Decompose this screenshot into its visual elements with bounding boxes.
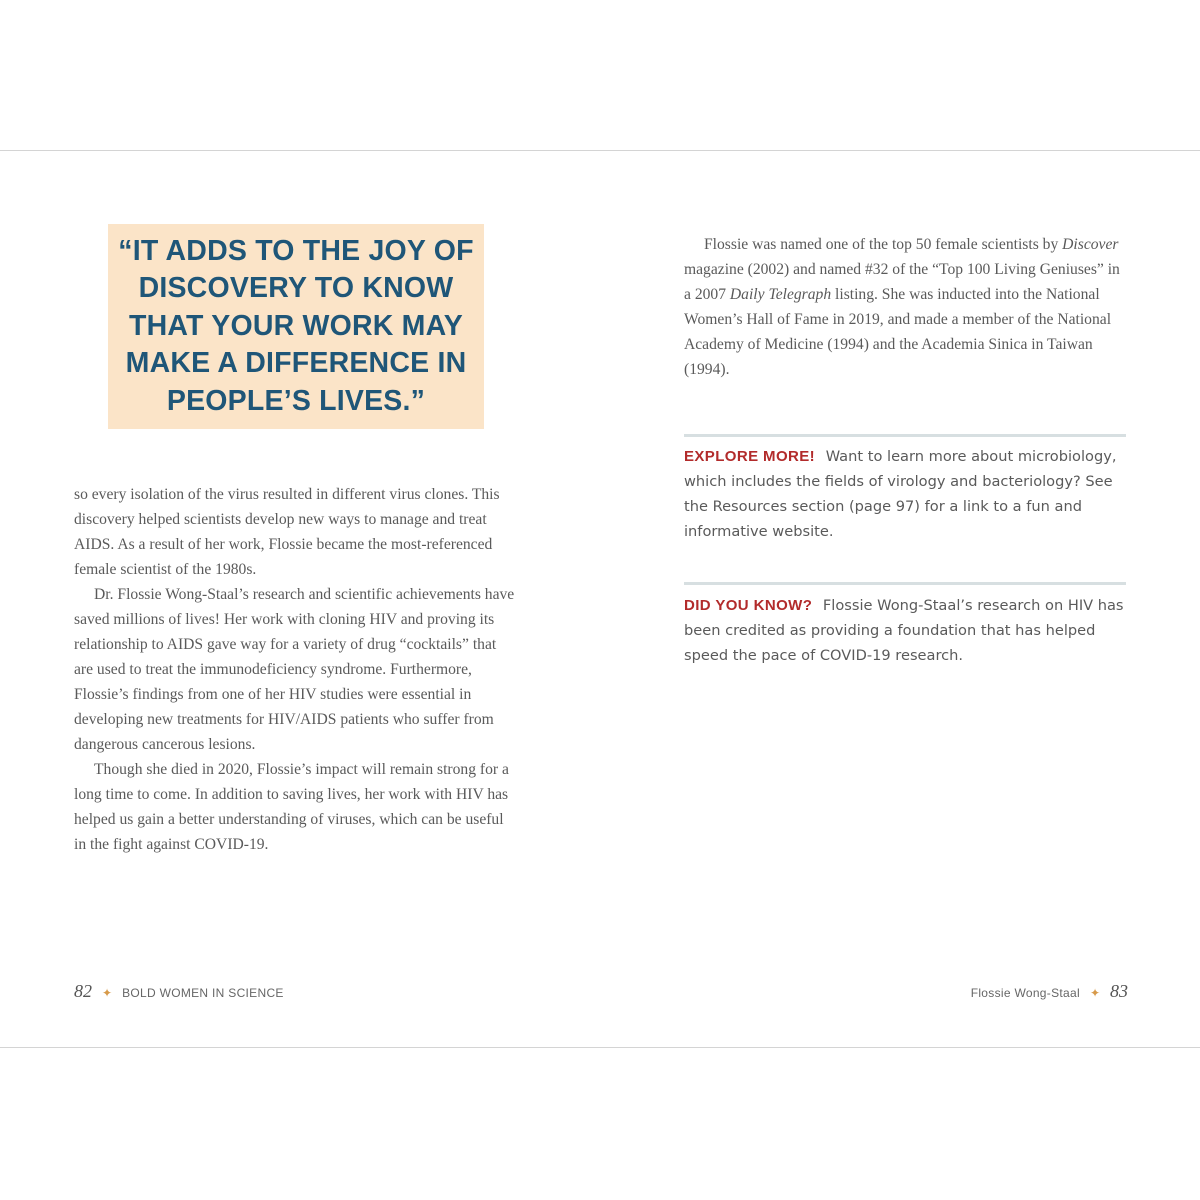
running-head: Flossie Wong-Staal: [970, 986, 1080, 1000]
sidebar-divider: [684, 434, 1126, 437]
right-page-footer: [971, 981, 1128, 1002]
pull-quote-line: DISCOVERY TO KNOW: [138, 272, 454, 305]
text-run: magazine (2002) and named #32 of the “Top 100 Living Geniuses” in a 2007: [684, 261, 1120, 303]
body-paragraph: Though she died in 2020, Flossie’s impact will remain strong for a long time to come. In addition to saving lives, her work with HIV has helped us gain a better understanding of viruses, which can be useful in the fight against COVID-19.: [74, 761, 509, 853]
sidebar-heading: EXPLORE MORE!: [684, 448, 816, 465]
right-page-body: [684, 232, 1129, 382]
ornament-icon: ✦: [1089, 986, 1100, 1000]
sidebar-text: Flossie Wong-Staal’s research on HIV has been credited as providing a foundation that has helped speed the pace of COVID-19 research.: [684, 597, 1124, 664]
text-run: Flossie was named one of the top 50 female scientists by: [704, 236, 1063, 253]
body-paragraph: [684, 232, 1129, 382]
pull-quote-line: MAKE A DIFFERENCE IN: [125, 347, 467, 380]
publication-title: Discover: [1062, 236, 1119, 253]
body-paragraph: so every isolation of the virus resulted in different virus clones. This discovery helped scientists develop new ways to manage and treat AIDS. As a result of her work, Flossie became the most-referenced female scientist of the 1980s.: [74, 486, 500, 578]
explore-more-sidebar: [684, 444, 1129, 544]
book-spread: [0, 150, 1200, 1048]
pull-quote-line: THAT YOUR WORK MAY: [128, 309, 463, 342]
page-number: 82: [74, 981, 92, 1001]
running-head: BOLD WOMEN IN SCIENCE: [122, 986, 284, 1000]
publication-title: Daily Telegraph: [729, 286, 832, 303]
text-run: listing. She was inducted into the National Women’s Hall of Fame in 2019, and made a member of the National Academy of Medicine (1994) and the Academia Sinica in Taiwan (1994).: [684, 286, 1112, 378]
pull-quote-line: “IT ADDS TO THE JOY OF: [118, 234, 474, 267]
pull-quote-line: PEOPLE’S LIVES.”: [166, 384, 426, 417]
left-page-footer: [74, 981, 284, 1002]
ornament-icon: ✦: [102, 986, 113, 1000]
pull-quote-box: [108, 224, 484, 429]
sidebar-heading: DID YOU KNOW?: [684, 597, 813, 614]
page-number: 83: [1110, 981, 1128, 1001]
sidebar-text: Want to learn more about microbiology, which includes the fields of virology and bacteriology? See the Resources section (page 97) for a link to a fun and informative website.: [684, 448, 1117, 540]
did-you-know-sidebar: [684, 593, 1129, 668]
pull-quote: [118, 233, 473, 421]
body-paragraph: Dr. Flossie Wong-Staal’s research and scientific achievements have saved millions of lives! Her work with cloning HIV and proving its relationship to AIDS gave way for a variety of drug “cocktails” that are used to treat the immunodeficiency syndrome. Furthermore, Flossie’s findings from one of her HIV studies were essential in developing new treatments for HIV/AIDS patients who suffer from dangerous cancerous lesions.: [74, 586, 515, 753]
sidebar-divider: [684, 582, 1126, 585]
left-page-body: [74, 482, 519, 857]
